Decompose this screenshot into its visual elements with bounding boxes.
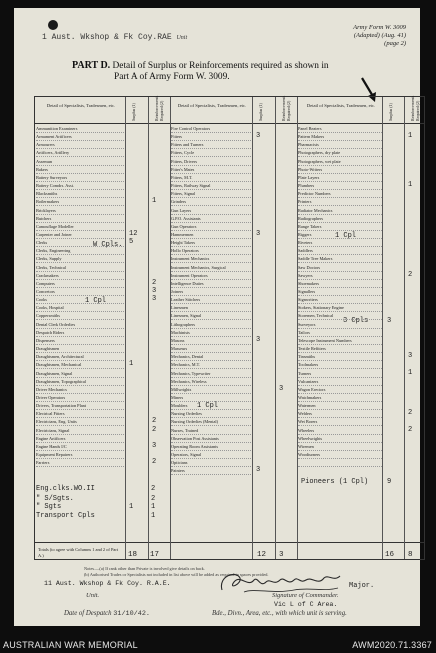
row-label: Linesmen, Signal xyxy=(171,312,251,320)
credit-accession: AWM2020.71.3367 xyxy=(352,640,432,650)
row-label: Cooks, Hospital xyxy=(36,304,124,312)
row-label: Height Takers xyxy=(171,239,251,247)
row-label: Wheelwrights xyxy=(298,435,382,443)
typed-extra-4-value: 1 xyxy=(151,512,156,520)
row-label: Armourers xyxy=(36,141,124,149)
row-label: Fitters, Railway Signal xyxy=(171,182,251,190)
reinforcement-value: 2 xyxy=(408,409,413,418)
col-divider xyxy=(125,97,126,559)
typed-extra-2: " S/Sgts. xyxy=(36,495,74,503)
row-label: Concretors xyxy=(36,288,124,296)
row-label: Butchers xyxy=(36,215,124,223)
row-label: Saw Doctors xyxy=(298,264,382,272)
form-ref-title: Army Form W. 3009 xyxy=(353,24,406,31)
row-label: Instrument Mechanics, Surgical xyxy=(171,264,251,272)
row-label: Wheelers xyxy=(298,427,382,435)
row-label: Fitters, Cycle xyxy=(171,149,251,157)
footer-unit-label: Unit. xyxy=(86,592,100,599)
row-label: Painters xyxy=(171,467,251,475)
row-label: Despatch Riders xyxy=(36,329,124,337)
row-label: Equipment Repairers xyxy=(36,451,124,459)
row-label: Observation Post Assistants xyxy=(171,435,251,443)
row-label: Riveters xyxy=(298,239,382,247)
row-label: Photographers, dry plate xyxy=(298,149,382,157)
reinforcement-value: 1 xyxy=(152,197,157,206)
row-label: Cooks xyxy=(36,296,124,304)
col-divider xyxy=(148,97,149,559)
reinforcement-value: 2 xyxy=(152,425,157,434)
reinforcement-value: 2 xyxy=(408,270,413,279)
row-label: Signwriters xyxy=(298,296,382,304)
row-label: Machinists xyxy=(171,329,251,337)
row-label: Draughtsmen, Architectural xyxy=(36,353,124,361)
header-specialists-1: Detail of Specialists, Tradesmen, etc. xyxy=(46,103,116,108)
row-label: Masseurs xyxy=(171,345,251,353)
total-col2-surplus: 12 xyxy=(257,551,267,559)
row-label: Dispensers xyxy=(36,337,124,345)
form-page xyxy=(14,8,420,626)
row-label: Toolmakers xyxy=(298,361,382,369)
total-col3-surplus: 16 xyxy=(385,551,395,559)
row-label: Textile Refitters xyxy=(298,345,382,353)
row-label: Masons xyxy=(171,337,251,345)
row-label: Bricklayers xyxy=(36,207,124,215)
row-label: Printers xyxy=(298,198,382,206)
row-label: Pharmacists xyxy=(298,141,382,149)
header-reinforcements-1: Reinforcements Required (2) xyxy=(154,95,164,121)
row-label: Saddlers xyxy=(298,247,382,255)
row-label: Riggers xyxy=(298,231,382,239)
row-label: Hollo Operators xyxy=(171,247,251,255)
despatch-label: Date of Despatch xyxy=(64,610,112,617)
signature-label: Signature of Commander. xyxy=(272,592,339,599)
row-label: Storemen, Technical xyxy=(298,312,382,320)
row-label: Wagon Erectors xyxy=(298,386,382,394)
row-label: Electricians, Eng. Units xyxy=(36,418,124,426)
row-label: Photographers, wet plate xyxy=(298,158,382,166)
row-label: Wiremen xyxy=(298,443,382,451)
form-ref-page: (page 2) xyxy=(384,40,406,47)
row-label: G.P.O. Assistants xyxy=(171,215,251,223)
row-label: Plumbers xyxy=(298,182,382,190)
reinforcement-value: 3 xyxy=(408,352,413,361)
surplus-value: 3 xyxy=(256,229,261,238)
typed-extra-4: Transport Cpls xyxy=(36,512,95,520)
typed-clerks-rank: W Cpls. xyxy=(93,241,123,249)
row-label: Ammunition Examiners xyxy=(36,125,124,133)
reinforcement-value: 2 xyxy=(408,425,413,434)
row-label: Radiator Mechanics xyxy=(298,207,382,215)
row-label: Draughtsmen xyxy=(36,345,124,353)
commander-rank: Major. xyxy=(349,582,375,590)
row-label: Operators, Signal xyxy=(171,451,251,459)
typed-extra-1-value: 2 xyxy=(151,485,156,493)
row-label: Shoemakers xyxy=(298,280,382,288)
row-label: Gun Layers xyxy=(171,207,251,215)
row-label: Driver Operators xyxy=(36,394,124,402)
unit-line xyxy=(42,33,187,42)
punch-hole xyxy=(48,20,58,30)
row-label: Crackmakers xyxy=(36,272,124,280)
row-label: Surveyors xyxy=(298,321,382,329)
row-label: Opticians xyxy=(171,459,251,467)
header-surplus-1: Surplus (1) xyxy=(131,103,136,121)
row-label: Armament Artificers xyxy=(36,133,124,141)
total-col3-reinforcements: 8 xyxy=(408,551,413,559)
reinforcement-value: 3 xyxy=(152,441,157,450)
totals-rule xyxy=(35,542,424,543)
row-label: Mechanics, Typewriter xyxy=(171,370,251,378)
row-label: Clerks, Supply xyxy=(36,255,124,263)
header-specialists-3: Detail of Specialists, Tradesmen, etc. xyxy=(306,103,376,108)
typed-extra-2-value: 2 xyxy=(151,495,156,503)
row-label: Dental Clerk Orderlies xyxy=(36,321,124,329)
row-label: Draughtsmen, Topographical xyxy=(36,378,124,386)
typed-extra-3-surplus: 1 xyxy=(129,503,134,511)
row-label: Fire Control Operators xyxy=(171,125,251,133)
total-col1-surplus: 18 xyxy=(128,551,138,559)
row-label: Vulcanizers xyxy=(298,378,382,386)
typed-storemen-extra: 3 Cpls xyxy=(343,317,369,325)
total-col1-reinforcements: 17 xyxy=(150,551,160,559)
row-label: Mechanics, Wireless xyxy=(171,378,251,386)
row-label: Instrument Mechanics xyxy=(171,255,251,263)
row-label: Bakers xyxy=(36,166,124,174)
surplus-value: 5 xyxy=(129,238,134,247)
row-label: Turners xyxy=(298,370,382,378)
row-label: Fitters, Drivers xyxy=(171,158,251,166)
row-label: Linesmen xyxy=(171,304,251,312)
specialists-table xyxy=(34,96,425,560)
row-label: Electrical Fitters xyxy=(36,410,124,418)
typed-riggers-rank: 1 Cpl xyxy=(335,232,357,240)
row-label: Nursing Orderlies (Mental) xyxy=(171,418,251,426)
row-label: Clerks, Technical xyxy=(36,264,124,272)
row-label: Watchmakers xyxy=(298,394,382,402)
row-label: Radiographers xyxy=(298,215,382,223)
row-label: Operating Room Assistants xyxy=(171,443,251,451)
row-label: Mechanics, Dental xyxy=(171,353,251,361)
reinforcement-value: 3 xyxy=(152,287,157,295)
typed-extra-3-value: 1 xyxy=(151,503,156,511)
typed-extra-3: " Sgts xyxy=(36,503,62,511)
row-label: Signallers xyxy=(298,288,382,296)
row-label: Nurses, Trained xyxy=(171,427,251,435)
row-label: Plate Layers xyxy=(298,174,382,182)
col-divider xyxy=(382,97,383,559)
row-label: Drivers, Transportation Plant xyxy=(36,402,124,410)
typed-cooks-rank: 1 Cpl xyxy=(85,297,107,305)
row-label: Range Takers xyxy=(298,223,382,231)
header-surplus-2: Surplus (1) xyxy=(258,103,263,121)
header-reinforcements-2: Reinforcements Required (2) xyxy=(281,95,291,121)
unit-name: 1 Aust. Wkshop & Fk Coy.RAE xyxy=(42,33,172,42)
header-surplus-3: Surplus (1) xyxy=(388,103,393,121)
row-label: Mechanics, M.T. xyxy=(171,361,251,369)
typed-miners-rank: 1 Cpl xyxy=(197,402,219,410)
row-label: Farriers xyxy=(36,459,124,467)
header-rule xyxy=(35,123,424,124)
row-label: Coppersmiths xyxy=(36,312,124,320)
row-label: Wet Borers xyxy=(298,418,382,426)
surplus-value: 3 xyxy=(256,335,261,344)
row-label: Stokers, Stationary Engine xyxy=(298,304,382,312)
row-label: Miners xyxy=(171,394,251,402)
typed-pioneers: Pioneers (1 Cpl) xyxy=(301,478,369,486)
row-label: Clerks xyxy=(36,239,124,247)
row-label: Instrument Operators xyxy=(171,272,251,280)
reinforcement-value: 3 xyxy=(279,384,284,393)
row-label: Fitters and Turners xyxy=(171,141,251,149)
row-label: Driver Mechanics xyxy=(36,386,124,394)
footer-unit: 11 Aust. Wkshop & Fk Coy. R.A.E. xyxy=(44,580,171,587)
row-label: Predictor Numbers xyxy=(298,190,382,198)
row-label: Engine Hands I/C xyxy=(36,443,124,451)
surplus-value: 12 xyxy=(129,229,138,238)
row-label: Grinders xyxy=(171,198,251,206)
row-label: Draughtsmen, Signal xyxy=(36,370,124,378)
reinforcement-value: 2 xyxy=(152,278,157,287)
row-label: Welders xyxy=(298,410,382,418)
despatch-date-line xyxy=(64,610,150,618)
part-label: PART D. xyxy=(72,60,111,71)
row-label: Sawyers xyxy=(298,272,382,280)
reinforcement-value: 3 xyxy=(152,295,157,304)
row-label: Millwrights xyxy=(171,386,251,394)
note-b: (b) Authorised Trades or Specialists not included in list above will be added as required in spaces provided. xyxy=(84,572,269,577)
row-label: Battery Comdrs. Asst. xyxy=(36,182,124,190)
row-label: Nursing Orderlies xyxy=(171,410,251,418)
row-label: Hammermen xyxy=(171,231,251,239)
row-label: Gun Operators xyxy=(171,223,251,231)
typed-extra-1: Eng.clks.WO.II xyxy=(36,485,95,493)
row-label: Artificers, Artillery xyxy=(36,149,124,157)
row-label: Tailors xyxy=(298,329,382,337)
form-reference xyxy=(353,24,406,48)
totals-label: Totals (to agree with Columns 1 and 2 of Part A.) xyxy=(38,547,119,558)
unit-label: Unit xyxy=(176,35,188,41)
row-label: Electricians, Signal xyxy=(36,427,124,435)
footer-area: Vic L of C Area. xyxy=(274,601,338,608)
col-divider xyxy=(252,97,253,559)
reinforcement-value: 2 xyxy=(152,417,157,426)
row-label: Photo-Writers xyxy=(298,166,382,174)
row-label: Leather Stitchers xyxy=(171,296,251,304)
part-title xyxy=(72,60,372,83)
row-label: Pattern Makers xyxy=(298,133,382,141)
despatch-date: 31/10/42. xyxy=(113,610,150,618)
row-label: Joiners xyxy=(171,288,251,296)
row-label: Lithographers xyxy=(171,321,251,329)
row-label: Boilermakers xyxy=(36,198,124,206)
part-title-line2: Part A of Army Form W. 3009. xyxy=(114,72,230,82)
typed-pioneers-value: 9 xyxy=(387,478,392,486)
reinforcement-value: 1 xyxy=(408,368,413,377)
row-label: Telescope Instrument Numbers xyxy=(298,337,382,345)
total-col2-reinforcements: 3 xyxy=(279,551,284,559)
row-label: Assemun xyxy=(36,158,124,166)
row-label: Watermen xyxy=(298,402,382,410)
row-label: Intelligence Duties xyxy=(171,280,251,288)
row-label: Fitters, Signal xyxy=(171,190,251,198)
row-label: Woodturners xyxy=(298,451,382,459)
surplus-value: 3 xyxy=(256,466,261,475)
reinforcement-value: 1 xyxy=(408,132,413,141)
row-label: Fitters, M.T. xyxy=(171,174,251,182)
row-label: Clerks, Engineering xyxy=(36,247,124,255)
surplus-value: 3 xyxy=(256,132,261,141)
row-label: Draughtsmen, Mechanical xyxy=(36,361,124,369)
credit-awm: AUSTRALIAN WAR MEMORIAL xyxy=(3,640,138,650)
row-label: Engine Artificers xyxy=(36,435,124,443)
note-a: Notes.—(a) If rank other than Private is involved give details on back. xyxy=(84,566,205,571)
form-ref-adapted: (Adapted) (Aug. 41) xyxy=(353,32,406,39)
row-label xyxy=(298,459,382,467)
row-label: Camouflage Modeller xyxy=(36,223,124,231)
bde-label: Bde., Divn., Area, etc., with which unit is serving. xyxy=(212,610,347,617)
row-label: Fitters xyxy=(171,133,251,141)
typed-storemen-value: 3 xyxy=(387,317,392,325)
row-label: Saddle Tree Makers xyxy=(298,255,382,263)
row-label: Carpenter and Joiner xyxy=(36,231,124,239)
row-label: Computers xyxy=(36,280,124,288)
row-label: Battery Surveyors xyxy=(36,174,124,182)
row-label: Fitter's Mates xyxy=(171,166,251,174)
col-divider xyxy=(404,97,405,559)
reinforcement-value: 2 xyxy=(152,458,157,467)
row-label: Tinsmiths xyxy=(298,353,382,361)
col-divider xyxy=(275,97,276,559)
reinforcement-value: 1 xyxy=(408,181,413,190)
header-specialists-2: Detail of Specialists, Tradesmen, etc. xyxy=(177,103,247,108)
surplus-value: 1 xyxy=(129,360,134,369)
row-label: Moulders xyxy=(171,402,251,410)
row-label: Panel Beaters xyxy=(298,125,382,133)
part-title-line1: Detail of Surplus or Reinforcements required as shown in xyxy=(112,61,329,71)
header-reinforcements-3: Reinforcements Required (2) xyxy=(410,95,420,121)
row-label: Blacksmiths xyxy=(36,190,124,198)
